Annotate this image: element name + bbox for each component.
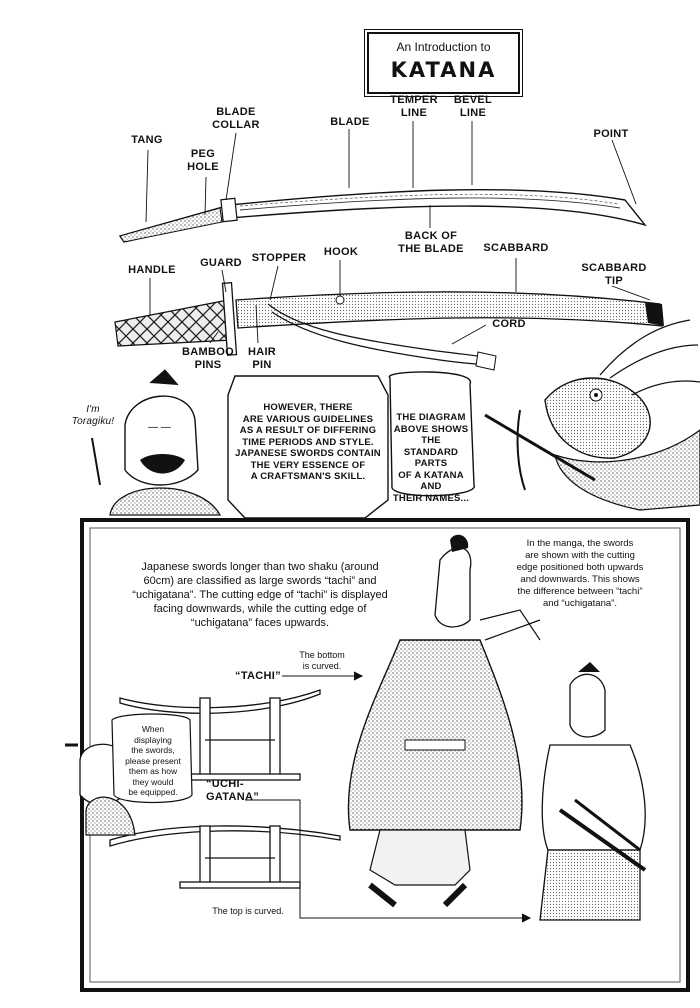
display-advice-text: When displaying the swords, please present them as how they would be equipped.: [125, 724, 181, 797]
label-stopper: STOPPER: [251, 252, 307, 264]
manga-note-text: In the manga, the swords are shown with the cutting edge positioned both upwards and downwards. This shows the difference between “tachi” and “uchigatana”.: [516, 538, 644, 609]
uchigatana-label: “UCHI- GATANA”: [206, 778, 260, 803]
label-blade: BLADE: [330, 116, 370, 128]
title-line1: An Introduction to: [396, 40, 491, 54]
guidelines-text: HOWEVER, THERE ARE VARIOUS GUIDELINES AS A RESULT OF DIFFERING TIME PERIODS AND STYLE. JAPANESE SWORDS CONTAIN THE VERY ESSENCE OF A CRAFTSMAN'S SKILL.: [235, 402, 381, 482]
diagram-text: THE DIAGRAM ABOVE SHOWS THE STANDARD PARTS OF A KATANA AND THEIR NAMES...: [392, 412, 470, 504]
explanation-text: Japanese swords longer than two shaku (around 60cm) are classified as large swords “tachi” and “uchigatana”. The cutting edge of “tachi” is displayed facing downwards, while the cutting edge of “uchigatana” faces upwards.: [132, 561, 388, 629]
tachi-label: “TACHI”: [235, 670, 281, 682]
toragiku-figure: [92, 370, 220, 515]
label-back-of-blade: BACK OF THE BLADE: [398, 230, 464, 255]
bare-blade: [120, 190, 645, 242]
label-handle: HANDLE: [128, 264, 176, 276]
uchigatana-samurai: [540, 662, 645, 920]
dragon-figure: [485, 320, 700, 510]
toragiku-intro-text: I'm Toragiku!: [71, 404, 115, 427]
title-line2: KATANA: [390, 58, 497, 82]
label-point: POINT: [593, 128, 629, 140]
label-cord: CORD: [492, 318, 526, 330]
label-blade-collar: BLADE COLLAR: [212, 106, 260, 131]
label-temper-line: TEMPER LINE: [390, 94, 438, 119]
uchigatana-note: The top is curved.: [212, 906, 284, 916]
uchigatana-stand: [110, 826, 340, 888]
label-bevel-line: BEVEL LINE: [453, 94, 493, 119]
label-hook: HOOK: [323, 246, 359, 258]
label-scabbard: SCABBARD: [483, 242, 549, 254]
label-guard: GUARD: [200, 257, 242, 269]
svg-text:— —: — —: [148, 422, 171, 433]
label-hair-pin: HAIR PIN: [247, 346, 277, 371]
label-scabbard-tip: SCABBARD TIP: [581, 262, 647, 287]
tachi-note: The bottom is curved.: [299, 650, 345, 671]
label-tang: TANG: [131, 134, 163, 146]
label-bamboo-pins: BAMBOO PINS: [182, 346, 234, 371]
label-peg-hole: PEG HOLE: [187, 148, 219, 173]
